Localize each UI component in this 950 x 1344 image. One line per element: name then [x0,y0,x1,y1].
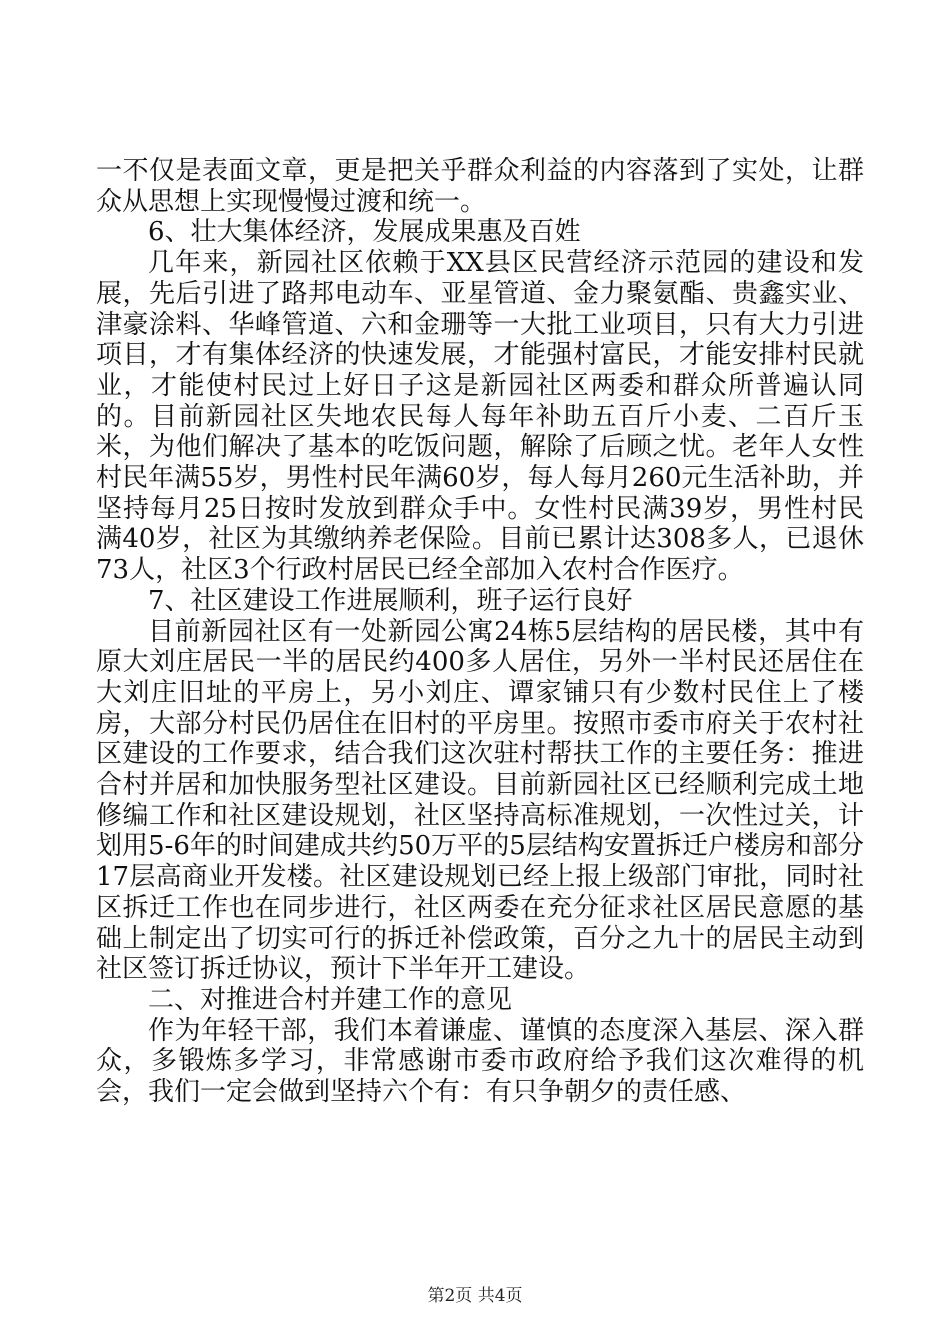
paragraph-collective-economy: 几年来，新园社区依赖于XX县区民营经济示范园的建设和发展，先后引进了路邦电动车、亚星管道、金力聚氨酯、贵鑫实业、津豪涂料、华峰管道、六和金珊等一大批工业项目，只有大力引进项目，才有集体经济的快速发展，才能强村富民，才能安排村民就业，才能使村民过上好日子这是新园社区两委和群众所普遍认同的。目前新园社区失地农民每人每年补助五百斤小麦、二百斤玉米，为他们解决了基本的吃饭问题，解除了后顾之忧。老年人女性村民年满55岁，男性村民年满60岁，每人每月260元生活补助，并坚持每月25日按时发放到群众手中。女性村民满39岁，男性村民满40岁，社区为其缴纳养老保险。目前已累计达308多人，已退休73人，社区3个行政村居民已经全部加入农村合作医疗。 [96,248,864,586]
paragraph-community-construction: 目前新园社区有一处新园公寓24栋5层结构的居民楼，其中有原大刘庄居民一半的居民约400多人居住，另外一半村民还居住在大刘庄旧址的平房上，另小刘庄、谭家铺只有少数村民住上了楼房，大部分村民仍居住在旧村的平房里。按照市委市府关于农村社区建设的工作要求，结合我们这次驻村帮扶工作的主要任务：推进合村并居和加快服务型社区建设。目前新园社区已经顺利完成土地修编工作和社区建设规划，社区坚持高标准规划，一次性过关，计划用5-6年的时间建成共约50万平的5层结构安置拆迁户楼房和部分17层高商业开发楼。社区建设规划已经上报上级部门审批，同时社区拆迁工作也在同步进行，社区两委在充分征求社区居民意愿的基础上制定出了切实可行的拆迁补偿政策，百分之九十的居民主动到社区签订拆迁协议，预计下半年开工建设。 [96,616,864,985]
section-heading-7: 7、社区建设工作进展顺利，班子运行良好 [148,585,633,616]
page-number-footer: 第2页 共4页 [427,1286,523,1306]
section-heading-opinions: 二、对推进合村并建工作的意见 [148,984,513,1015]
document-body [96,156,864,1108]
paragraph-continuation: 一不仅是表面文章，更是把关乎群众利益的内容落到了实处，让群众从思想上实现慢慢过渡和统一。 [96,156,864,217]
paragraph-young-cadres: 作为年轻干部，我们本着谦虚、谨慎的态度深入基层、深入群众，多锻炼多学习，非常感谢市委市政府给予我们这次难得的机会，我们一定会做到坚持六个有：有只争朝夕的责任感、 [96,1015,864,1108]
section-heading-6: 6、壮大集体经济，发展成果惠及百姓 [148,217,581,248]
